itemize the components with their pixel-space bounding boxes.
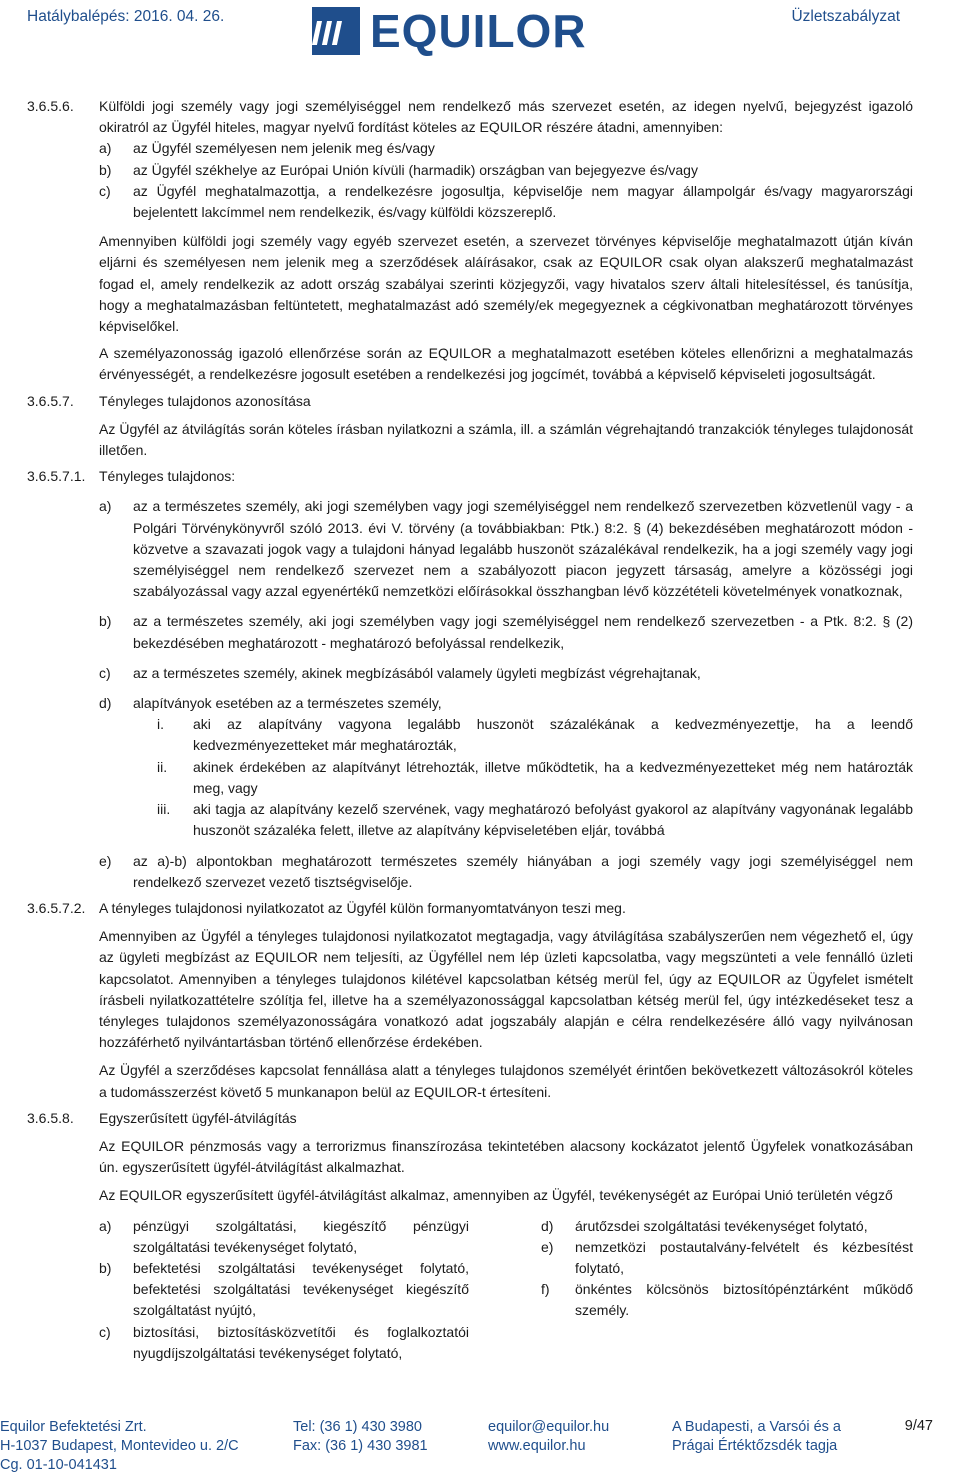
list-text: az Ügyfél meghatalmazottja, a rendelkezésre jogosultja, képviselője nem magyar állampolgár és/vagy magyarországi bejelentett lakcímmel nem rendelkezik, és/vagy külföldi közszereplő. [133, 182, 913, 221]
page-header [0, 0, 960, 60]
paragraph: A személyazonosság igazoló ellenőrzése során az EQUILOR a meghatalmazott esetében köteles ellenőrizni a meghatalmazás érvényességét, a rendelkezésre jogosult esetében a rendelkezési jog jogcímét, továbbá a képviselő képviseleti jogosultságát. [99, 345, 913, 383]
list-label: c) [99, 1323, 111, 1340]
paragraph: Az EQUILOR egyszerűsített ügyfél-átvilágítást alkalmaz, amennyiben az Ügyfél, tevékenységét az Európai Unió területén végző [99, 1187, 893, 1204]
footer-web-block [488, 1418, 609, 1456]
section-title: Tényleges tulajdonos azonosítása [99, 392, 311, 409]
list-text: az Ügyfél személyesen nem jelenik meg és/vagy [133, 140, 435, 157]
sub-list-label: iii. [157, 801, 171, 818]
page-number: 9/47 [904, 1418, 933, 1434]
footer-tel: Tel: (36 1) 430 3980 [293, 1419, 422, 1435]
paragraph: Az Ügyfél a szerződéses kapcsolat fennállása alatt a tényleges tulajdonos személyét érintően bekövetkezett változásokról köteles a tudomásszerzést követő 5 munkanapon belül az EQUILOR-t értesíteni. [99, 1062, 913, 1100]
section-3-6-5-7-2 [27, 898, 913, 919]
sub-list-text: aki az alapítvány vagyona legalább huszonöt százalékának a kedvezményezettje, ha a leendő kedvezményezetteket már meghatározták, [193, 716, 913, 754]
section-number: 3.6.5.7. [27, 392, 74, 409]
list-text: biztosítási, biztosításközvetítői és foglalkoztatói nyugdíjszolgáltatási tevékenységet folytató, [133, 1323, 469, 1361]
footer-fax: Fax: (36 1) 430 3981 [293, 1438, 428, 1454]
sub-list-label: i. [157, 716, 164, 733]
footer-phone-block [293, 1418, 428, 1456]
list-item [99, 1258, 469, 1322]
equilor-logo-icon [312, 7, 360, 55]
list-label: a) [99, 1217, 112, 1234]
list-item [99, 1216, 469, 1258]
list-label: a) [99, 140, 112, 157]
footer-company-block [0, 1418, 239, 1475]
list-label: b) [99, 161, 112, 178]
paragraph: Az Ügyfél az átvilágítás során köteles írásban nyilatkozni a számla, ill. a számlán végrehajtandó tranzakciók tényleges tulajdonosát illetően. [99, 420, 913, 459]
logo-wordmark: EQUILOR [370, 5, 587, 57]
list-item [99, 181, 913, 223]
footer-membership-2: Prágai Értéktőzsdék tagja [672, 1438, 838, 1454]
list-item [99, 611, 913, 653]
list-label: d) [541, 1217, 554, 1234]
list-text: árutőzsdei szolgáltatási tevékenységet folytató, [575, 1217, 868, 1234]
list-item [99, 851, 913, 893]
section-3-6-5-6 [27, 96, 913, 138]
list-item [541, 1237, 913, 1279]
sub-list-text: akinek érdekében az alapítványt létrehozták, illetve működtetik, ha a kedvezményezetteket még nem határozták meg, vagy [193, 758, 913, 796]
list-text: az a)-b) alpontokban meghatározott természetes személy hiányában a jogi személy vagy jogi személyiséggel nem rendelkező szervezet vezető tisztségviselője. [133, 852, 913, 890]
footer-address: H-1037 Budapest, Montevideo u. 2/C [0, 1438, 239, 1454]
equilor-logo [312, 5, 587, 57]
list-label: e) [541, 1238, 554, 1255]
effective-date: Hatálybalépés: 2016. 04. 26. [27, 8, 225, 25]
footer-membership-block [672, 1418, 841, 1456]
document-title: Üzletszabályzat [791, 8, 900, 25]
paragraph: Amennyiben külföldi jogi személy vagy egyéb szervezet esetén, a szervezet törvényes képviselője meghatalmazott útján kíván eljárni és személyesen nem jelenik meg a szerződések aláírásakor, csak az EQUILOR csak olyan alakszerű meghatalmazást fogad el, amely rendelkezik az adott ország szabályai szerinti közjegyzői, vagy hivatalos szerv általi hitelesítéssel, és tanúsítja, hogy a meghatalmazásban feltüntetett, meghatalmazást adó személy/ek megegyeznek a cégkivonatban meghatározott törvényes képviselőkel. [99, 233, 913, 335]
list-text: az a természetes személy, akinek megbízásából valamely ügyleti megbízást végrehajtanak, [133, 664, 701, 681]
section-number: 3.6.5.7.1. [27, 468, 86, 485]
section-3-6-5-8 [27, 1108, 913, 1129]
footer-company: Equilor Befektetési Zrt. [0, 1419, 147, 1435]
sub-list-item [135, 799, 913, 841]
list-text: alapítványok esetében az a természetes személy, [133, 695, 442, 712]
paragraph: Az EQUILOR pénzmosás vagy a terrorizmus finanszírozása tekintetében alacsony kockázatot jelentő Ügyfelek vonatkozásában ún. egyszerűsített ügyfél-átvilágítást alkalmazhat. [99, 1137, 913, 1176]
left-column [99, 1216, 469, 1364]
list-item [99, 496, 913, 602]
section-title: Egyszerűsített ügyfél-átvilágítás [99, 1109, 297, 1126]
section-3-6-5-7 [27, 391, 913, 412]
list-text: az a természetes személy, aki jogi személyben vagy jogi személyiséggel nem rendelkező szervezetben közvetlenül vagy - a Polgári Törvénykönyvről szóló 2013. évi V. törvény (a továbbiakban: Ptk.) 8:2. § (4) bekezdésében meghatározott módon - közvetve a szavazati jogok vagy a tulajdoni hányad legalább huszonöt százalékával rendelkezik, ha a jogi személy vagy jogi személyiséggel nem rendelkező szervezet nem a szabályozott piacon jegyzett társaság, amelyre a közösségi jogi szabályozással vagy azzal egyenértékű nemzetközi előírásokkal összhangban lévő közzétételi követelmények vonatkoznak, [133, 498, 913, 600]
footer-email[interactable]: equilor@equilor.hu [488, 1419, 610, 1435]
list-label: c) [99, 182, 111, 199]
list-text: pénzügyi szolgáltatási, kiegészítő pénzügyi szolgáltatási tevékenységet folytató, [133, 1217, 469, 1255]
sub-list-label: ii. [157, 758, 168, 775]
list-text: az a természetes személy, aki jogi személyben vagy jogi személyiséggel nem rendelkező szervezetben - a Ptk. 8:2. § (2) bekezdésében meghatározott - meghatározó befolyással rendelkezik, [133, 613, 913, 651]
list-text: önkéntes kölcsönös biztosítópénztárként működő személy. [575, 1281, 913, 1319]
two-column-list [99, 1216, 913, 1364]
list-label: b) [99, 1259, 112, 1276]
footer-membership-1: A Budapesti, a Varsói és a [672, 1419, 842, 1435]
list-label: d) [99, 695, 112, 712]
list-item [99, 1322, 469, 1364]
page-footer [0, 1412, 960, 1473]
page-content [27, 96, 913, 1364]
list-item [99, 663, 913, 684]
sub-list-item [135, 714, 913, 756]
section-title: A tényleges tulajdonosi nyilatkozatot az Ügyfél külön formanyomtatványon teszi meg. [99, 899, 626, 916]
list-label: e) [99, 852, 112, 869]
list-label: b) [99, 613, 112, 630]
list-text: befektetési szolgáltatási tevékenységet folytató, befektetési szolgáltatási tevékenységet kiegészítő szolgáltatást nyújtó, [133, 1259, 469, 1319]
list-label: c) [99, 664, 111, 681]
list-item [99, 693, 913, 714]
list-label: f) [541, 1281, 550, 1298]
footer-website[interactable]: www.equilor.hu [488, 1438, 586, 1454]
paragraph: Amennyiben az Ügyfél a tényleges tulajdonosi nyilatkozatot megtagadja, vagy átvilágítása szabályszerűen nem végezhető el, úgy az ügyleti megbízást az EQUILOR nem teljesíti, az Ügyféllel nem lép üzleti kapcsolatba, vagy megszünteti a vele fennálló üzleti kapcsolatot. Amennyiben a tényleges tulajdonos kilétével kapcsolatban kétség merül fel, úgy az EQUILOR az Ügyfelet ismételt írásbeli nyilatkozattételre szólítja fel, illetve ha a személyazonossággal kapcsolatban kétség merül fel, úgy intézkedéseket tesz a tényleges tulajdonos személyazonosságára vonatkozó adat jogszabály alapján e célra rendelkezésére álló vagy nyilvánosan hozzáférhető nyilvántartásban történő ellenőrzése érdekében. [99, 928, 913, 1051]
section-text: Külföldi jogi személy vagy jogi személyiséggel nem rendelkező más szervezet esetén, az idegen nyelvű, bejegyzést igazoló okiratról az Ügyfél hiteles, magyar nyelvű fordítást köteles az EQUILOR részére átadni, amennyiben: [99, 98, 913, 136]
list-text: nemzetközi postautalvány-felvételt és kézbesítést folytató, [575, 1238, 913, 1276]
section-3-6-5-7-1 [27, 466, 913, 487]
list-item [99, 138, 913, 159]
list-label: a) [99, 498, 112, 515]
list-item [541, 1279, 913, 1321]
sub-list-item [135, 757, 913, 799]
section-title: Tényleges tulajdonos: [99, 468, 236, 485]
sub-list-text: aki tagja az alapítvány kezelő szervének, vagy meghatározó befolyást gyakorol az alapítvány vagyonának legalább huszonöt százaléka felett, illetve az alapítvány képviseletében eljár, továbbá [193, 801, 913, 839]
list-item [99, 160, 913, 181]
right-column [541, 1216, 913, 1364]
section-number: 3.6.5.8. [27, 1109, 74, 1126]
footer-registration: Cg. 01-10-041431 [0, 1457, 117, 1473]
list-item [541, 1216, 913, 1237]
section-number: 3.6.5.6. [27, 98, 74, 114]
list-text: az Ügyfél székhelye az Európai Unión kívüli (harmadik) országban van bejegyezve és/vagy [133, 161, 698, 178]
section-number: 3.6.5.7.2. [27, 899, 86, 916]
